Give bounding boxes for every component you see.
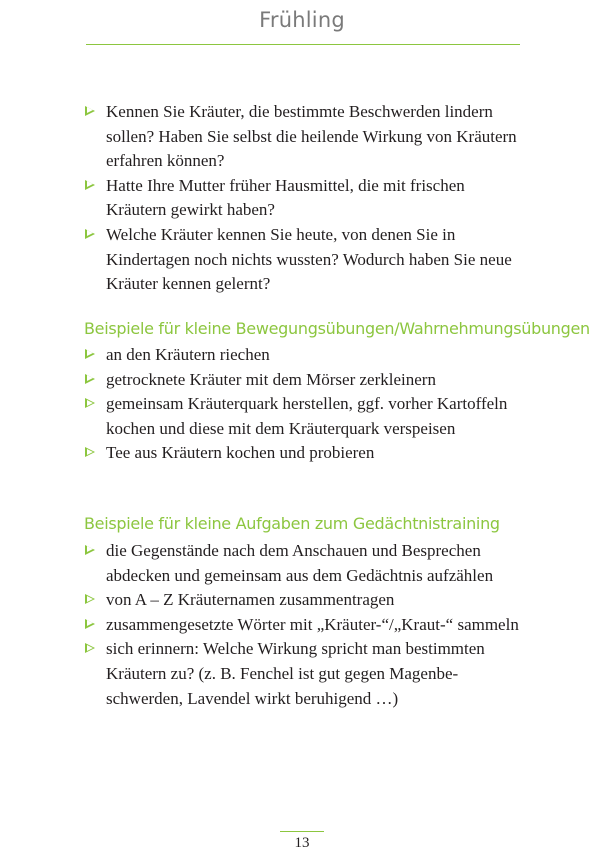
list-item-text: an den Kräutern riechen <box>106 345 270 364</box>
triangle-bullet-icon <box>85 229 95 239</box>
triangle-bullet-icon <box>85 447 95 457</box>
list-item <box>84 441 524 466</box>
movement-exercise-list <box>84 343 524 466</box>
question-list <box>84 100 524 297</box>
list-item <box>84 368 524 393</box>
page-header-title: Frühling <box>259 8 345 32</box>
page-number: 13 <box>294 835 310 851</box>
list-item-text: Hatte Ihre Mutter früher Hausmittel, die mit frischen Kräutern gewirkt haben? <box>106 175 465 220</box>
list-item-text: getrocknete Kräuter mit dem Mörser zerkleinern <box>106 369 436 389</box>
section-heading-memory: Beispiele für kleine Aufgaben zum Gedächtnistraining <box>84 514 500 533</box>
footer-rule <box>280 831 324 832</box>
list-item-text: von A – Z Kräuternamen zusammentragen <box>106 590 395 610</box>
memory-training-list <box>84 539 524 711</box>
header-rule <box>86 44 520 45</box>
section-heading-movement: Beispiele für kleine Bewegungsübungen/Wahrnehmungsübungen <box>84 319 590 338</box>
triangle-bullet-icon <box>85 398 95 408</box>
triangle-bullet-icon <box>85 106 95 116</box>
triangle-bullet-icon <box>85 545 95 555</box>
list-item-text: die Gegenstände nach dem Anschauen und Besprechen abdecken und gemeinsam aus dem Gedächtnis aufzählen <box>106 541 494 585</box>
list-item <box>84 539 524 588</box>
list-item <box>84 174 524 223</box>
list-item <box>84 392 524 441</box>
triangle-bullet-icon <box>85 349 95 359</box>
list-item-text: zusammengesetzte Wörter mit „Kräuter-“/„Kraut-“ sammeln <box>106 614 519 634</box>
triangle-bullet-icon <box>85 619 95 629</box>
list-item <box>84 637 524 711</box>
list-item <box>84 223 524 297</box>
triangle-bullet-icon <box>85 643 95 653</box>
list-item <box>84 100 524 174</box>
list-item <box>84 613 524 638</box>
list-item <box>84 588 524 613</box>
list-item-text: Welche Kräuter kennen Sie heute, von denen Sie in Kindertagen noch nichts wussten? Wodurch haben Sie neue Kräuter kennen gelernt? <box>106 224 512 294</box>
list-item <box>84 343 524 368</box>
list-item-text: Kennen Sie Kräuter, die bestimmte Beschwerden lindern sollen? Haben Sie selbst die heilende Wirkung von Kräutern erfahren können? <box>106 102 517 171</box>
triangle-bullet-icon <box>85 374 95 384</box>
triangle-bullet-icon <box>85 180 95 190</box>
triangle-bullet-icon <box>85 594 95 604</box>
list-item-text: Tee aus Kräutern kochen und probieren <box>106 443 375 463</box>
list-item-text: gemeinsam Kräuterquark herstellen, ggf. vorher Kartoffeln kochen und diese mit dem Kräuterquark verspeisen <box>106 394 508 438</box>
list-item-text: sich erinnern: Welche Wirkung spricht man bestimmten Kräutern zu? (z. B. Fenchel ist gut gegen Magenbe- schwerden, Lavendel wirkt beruhigend …) <box>106 639 485 708</box>
